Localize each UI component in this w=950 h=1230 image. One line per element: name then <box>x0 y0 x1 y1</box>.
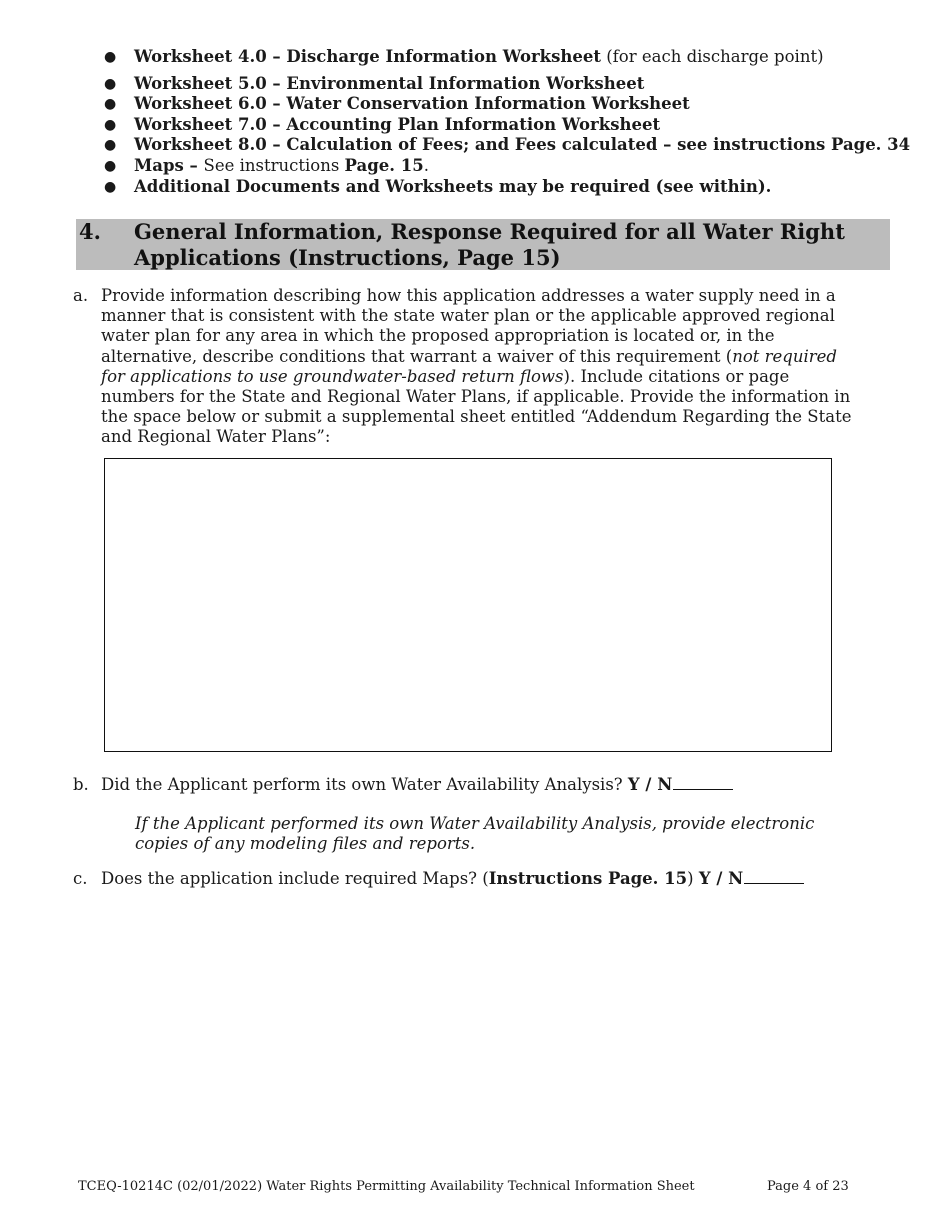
bullet-icon: ● <box>104 116 117 133</box>
bullet-icon: ● <box>104 96 117 113</box>
section-heading <box>76 219 890 270</box>
list-item: ● Worksheet 8.0 – Calculation of Fees; and Fees calculated – see instructions Page. 34 <box>104 135 911 155</box>
question-text: Did the Applicant perform its own Water Availability Analysis? Y / N <box>101 775 853 795</box>
bullet-icon: ● <box>104 178 117 195</box>
maps-answer-field[interactable] <box>744 869 804 884</box>
question-text: Does the application include required Maps? (Instructions Page. 15) Y / N <box>101 869 853 889</box>
bullet-icon: ● <box>104 137 117 154</box>
availability-analysis-answer-field[interactable] <box>673 775 733 790</box>
question-text: Provide information describing how this application addresses a water supply need in a manner that is consistent with the state water plan or the applicable approved regional water plan for any area in which the proposed appropriation is located or, in the alternative, describe conditions that warrant a waiver of this requirement (not required for applications to use groundwater-based return flows). Include citations or page numbers for the State and Regional Water Plans, if applicable. Provide the information in the space below or submit a supplemental sheet entitled “Addendum Regarding the State and Regional Water Plans”: <box>101 286 852 447</box>
question-letter: b. <box>73 775 89 794</box>
footer-form-id: TCEQ-10214C (02/01/2022) Water Rights Permitting Availability Technical Information Sheet <box>78 1179 695 1194</box>
water-plan-answer-box[interactable] <box>104 458 832 752</box>
bullet-icon: ● <box>104 157 117 174</box>
yes-no-label: Y / N <box>698 869 744 888</box>
list-item: ● Worksheet 7.0 – Accounting Plan Information Worksheet <box>104 114 661 134</box>
question-c <box>73 869 863 891</box>
question-letter: c. <box>73 869 88 888</box>
list-item: ● Additional Documents and Worksheets may be required (see within). <box>104 176 772 196</box>
list-item: ● Worksheet 5.0 – Environmental Information Worksheet <box>104 73 645 93</box>
bullet-icon: ● <box>104 49 117 65</box>
list-item: ● Maps – See instructions Page. 15. <box>104 155 429 175</box>
bullet-icon: ● <box>104 75 117 92</box>
list-item: ● Worksheet 6.0 – Water Conservation Information Worksheet <box>104 94 690 114</box>
question-b <box>73 775 863 797</box>
yes-no-label: Y / N <box>627 775 673 794</box>
section-title: General Information, Response Required for all Water Right Applications (Instructions, Page 15) <box>134 219 845 270</box>
question-a <box>73 286 863 451</box>
section-number: 4. <box>79 219 101 244</box>
question-letter: a. <box>73 286 89 305</box>
question-b-note: If the Applicant performed its own Water Availability Analysis, provide electronic copies of any modeling files and reports. <box>135 814 815 854</box>
list-item: ● Worksheet 4.0 – Discharge Information Worksheet (for each discharge point) <box>104 47 824 66</box>
worksheet-list <box>104 47 911 197</box>
footer-page-number: Page 4 of 23 <box>767 1179 849 1194</box>
